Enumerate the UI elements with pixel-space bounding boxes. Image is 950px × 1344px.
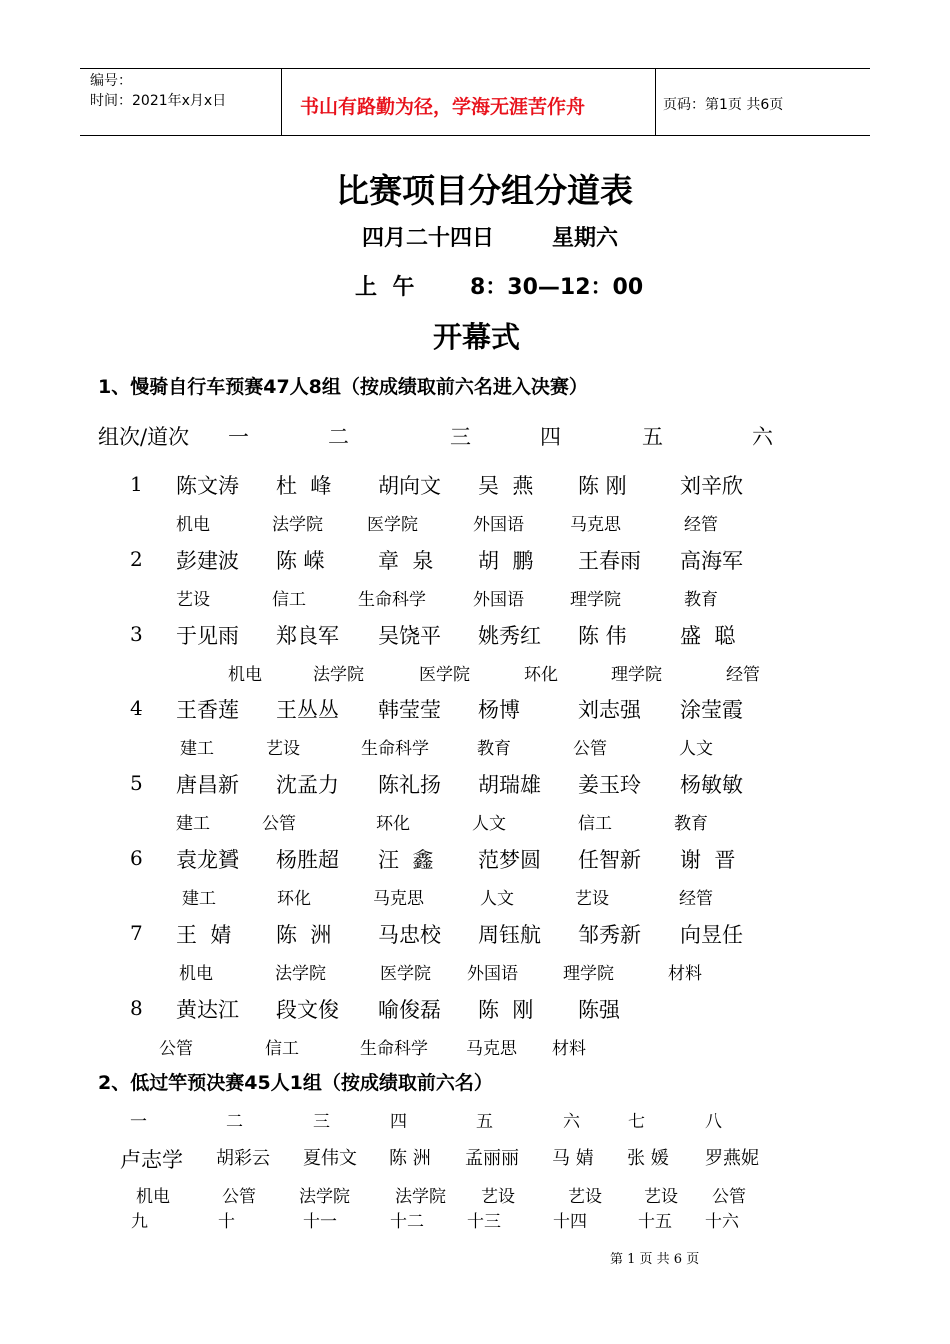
athlete-dept: 艺设	[266, 739, 300, 760]
lane-header: 六	[752, 425, 773, 449]
athlete-name: 陈礼扬	[378, 773, 441, 798]
athlete-dept: 教育	[684, 589, 718, 610]
athlete-name: 黄达江	[176, 997, 239, 1022]
athlete-name: 范梦圆	[478, 848, 541, 872]
athlete-name: 周钰航	[478, 922, 541, 947]
athlete-dept: 公管	[573, 739, 607, 760]
athlete-name: 王春雨	[578, 548, 641, 573]
lane-header: 一	[228, 425, 249, 449]
athlete-dept: 生命科学	[358, 589, 426, 610]
athlete-dept: 法学院	[299, 1187, 350, 1207]
athlete-dept: 材料	[668, 963, 702, 984]
athlete-name: 张 媛	[627, 1148, 669, 1169]
athlete-name: 杜 峰	[276, 474, 332, 498]
position-number: 十五	[638, 1212, 672, 1232]
athlete-name: 喻俊磊	[378, 997, 441, 1022]
athlete-name: 谢 晋	[680, 848, 736, 872]
athlete-name: 杨敏敏	[680, 773, 743, 798]
athlete-dept: 艺设	[644, 1187, 678, 1207]
athlete-name: 邹秀新	[578, 922, 641, 947]
page-title: 比赛项目分组分道表	[336, 171, 633, 210]
position-number: 八	[705, 1112, 722, 1132]
athlete-name: 胡 鹏	[478, 548, 534, 573]
session-label: 上 午	[355, 275, 415, 300]
position-number: 十	[218, 1212, 235, 1232]
athlete-name: 陈 刚	[578, 474, 627, 498]
athlete-name: 郑良军	[276, 623, 339, 648]
athlete-dept: 公管	[712, 1187, 746, 1207]
athlete-dept: 环化	[277, 889, 311, 909]
header-divider-left	[281, 68, 282, 136]
athlete-name: 罗燕妮	[705, 1148, 759, 1169]
athlete-name: 韩莹莹	[378, 698, 441, 723]
athlete-name: 胡向文	[378, 474, 441, 498]
page-info: 页码：第1页 共6页	[663, 97, 784, 113]
position-number: 七	[628, 1112, 645, 1132]
athlete-name: 刘志强	[578, 698, 641, 723]
lane-header: 五	[642, 425, 663, 449]
athlete-name: 陈 嵘	[276, 548, 325, 573]
athlete-name: 孟丽丽	[465, 1148, 519, 1169]
position-number: 六	[563, 1112, 580, 1132]
athlete-name: 胡彩云	[216, 1148, 270, 1169]
athlete-name: 陈 刚	[478, 997, 534, 1022]
athlete-dept: 人文	[679, 739, 713, 760]
athlete-dept: 公管	[262, 814, 296, 835]
athlete-dept: 艺设	[575, 889, 609, 909]
athlete-name: 姚秀红	[478, 623, 541, 648]
position-number: 十一	[303, 1212, 337, 1232]
athlete-name: 陈文涛	[176, 474, 239, 498]
athlete-name: 陈 洲	[389, 1148, 431, 1169]
athlete-name: 于见雨	[176, 623, 239, 648]
athlete-dept: 法学院	[275, 963, 326, 984]
athlete-dept: 马克思	[373, 889, 424, 909]
athlete-dept: 机电	[228, 664, 262, 685]
athlete-name: 吴 燕	[478, 474, 534, 498]
position-number: 十三	[467, 1212, 501, 1232]
athlete-dept: 环化	[376, 814, 410, 835]
athlete-dept: 人文	[472, 814, 506, 835]
athlete-dept: 机电	[136, 1187, 170, 1207]
group-number: 6	[130, 846, 143, 870]
header-top-border	[80, 68, 870, 69]
group-number: 2	[130, 546, 143, 571]
athlete-dept: 建工	[182, 889, 216, 909]
position-number: 四	[390, 1112, 407, 1132]
athlete-dept: 医学院	[419, 664, 470, 685]
athlete-dept: 信工	[265, 1038, 299, 1059]
athlete-name: 章 泉	[378, 548, 434, 573]
athlete-name: 王 婧	[176, 922, 232, 947]
athlete-dept: 经管	[679, 889, 713, 909]
athlete-dept: 外国语	[467, 963, 518, 984]
athlete-dept: 外国语	[473, 515, 524, 535]
position-number: 十四	[553, 1212, 587, 1232]
athlete-name: 段文俊	[276, 997, 339, 1022]
athlete-dept: 医学院	[380, 963, 431, 984]
group-number: 4	[130, 696, 143, 721]
col-header-label: 组次/道次	[98, 425, 190, 449]
event2-heading: 2、低过竿预决赛45人1组（按成绩取前六名）	[98, 1072, 493, 1094]
motto: 书山有路勤为径，学海无涯苦作舟	[300, 96, 586, 118]
time-label: 时间：2021年x月x日	[90, 93, 227, 109]
athlete-dept: 艺设	[568, 1187, 602, 1207]
lane-header: 三	[450, 425, 471, 449]
ceremony-heading: 开幕式	[433, 320, 521, 354]
athlete-name: 姜玉玲	[578, 773, 641, 798]
group-number: 3	[130, 621, 143, 646]
athlete-dept: 法学院	[272, 515, 323, 535]
athlete-name: 陈强	[578, 997, 620, 1022]
athlete-name: 胡瑞雄	[478, 773, 541, 798]
group-number: 7	[130, 920, 143, 945]
athlete-dept: 艺设	[481, 1187, 515, 1207]
athlete-name: 王丛丛	[276, 698, 339, 723]
athlete-dept: 理学院	[611, 664, 662, 685]
athlete-dept: 生命科学	[360, 1038, 428, 1059]
athlete-name: 杨胜超	[276, 848, 339, 872]
athlete-dept: 法学院	[313, 664, 364, 685]
lane-header: 二	[328, 425, 349, 449]
athlete-name: 马 婧	[552, 1148, 594, 1169]
athlete-name: 刘辛欣	[680, 474, 743, 498]
athlete-dept: 建工	[176, 814, 210, 835]
athlete-dept: 马克思	[466, 1038, 517, 1059]
athlete-dept: 经管	[684, 515, 718, 535]
athlete-name: 高海军	[680, 548, 743, 573]
athlete-dept: 材料	[552, 1038, 586, 1059]
athlete-dept: 机电	[176, 515, 210, 535]
position-number: 一	[130, 1112, 147, 1132]
group-number: 5	[130, 771, 143, 796]
weekday: 星期六	[552, 226, 619, 251]
date-line: 四月二十四日	[362, 226, 495, 251]
athlete-name: 卢志学	[120, 1148, 183, 1172]
athlete-name: 吴饶平	[378, 623, 441, 648]
athlete-dept: 信工	[578, 814, 612, 835]
position-number: 二	[226, 1112, 243, 1132]
athlete-dept: 人文	[480, 889, 514, 909]
athlete-name: 涂莹霞	[680, 698, 743, 723]
athlete-dept: 信工	[272, 589, 306, 610]
page-footer: 第 1 页 共 6 页	[610, 1252, 700, 1267]
athlete-name: 马忠校	[378, 922, 441, 947]
athlete-name: 陈 洲	[276, 922, 332, 947]
athlete-dept: 机电	[179, 963, 213, 984]
athlete-dept: 建工	[180, 739, 214, 760]
athlete-name: 陈 伟	[578, 623, 627, 648]
athlete-dept: 法学院	[395, 1187, 446, 1207]
athlete-name: 向昱任	[680, 922, 743, 947]
athlete-name: 夏伟文	[303, 1148, 357, 1169]
position-number: 三	[313, 1112, 330, 1132]
group-number: 8	[130, 995, 143, 1020]
athlete-dept: 公管	[222, 1187, 256, 1207]
position-number: 九	[131, 1212, 148, 1232]
athlete-dept: 教育	[477, 739, 511, 760]
athlete-name: 汪 鑫	[378, 848, 434, 872]
group-number: 1	[130, 472, 143, 496]
athlete-name: 杨博	[478, 698, 520, 723]
lane-header: 四	[540, 425, 561, 449]
athlete-dept: 理学院	[570, 589, 621, 610]
position-number: 十二	[390, 1212, 424, 1232]
serial-label: 编号：	[90, 73, 132, 89]
event1-heading: 1、慢骑自行车预赛47人8组（按成绩取前六名进入决赛）	[98, 376, 588, 398]
athlete-dept: 教育	[674, 814, 708, 835]
athlete-dept: 外国语	[473, 589, 524, 610]
athlete-name: 任智新	[578, 848, 641, 872]
session-time: 8：30—12：00	[470, 275, 644, 300]
athlete-dept: 环化	[524, 664, 558, 685]
athlete-name: 盛 聪	[680, 623, 736, 648]
athlete-name: 袁龙贇	[176, 848, 239, 872]
athlete-dept: 经管	[726, 664, 760, 685]
position-number: 五	[476, 1112, 493, 1132]
athlete-dept: 马克思	[570, 515, 621, 535]
athlete-dept: 艺设	[176, 589, 210, 610]
header-divider-right	[655, 68, 656, 136]
header-bottom-border	[80, 135, 870, 136]
athlete-dept: 生命科学	[361, 739, 429, 760]
athlete-dept: 公管	[159, 1038, 193, 1059]
athlete-name: 王香莲	[176, 698, 239, 723]
athlete-name: 沈孟力	[276, 773, 339, 798]
athlete-dept: 医学院	[367, 515, 418, 535]
position-number: 十六	[705, 1212, 739, 1232]
athlete-name: 彭建波	[176, 548, 239, 573]
athlete-dept: 理学院	[563, 963, 614, 984]
athlete-name: 唐昌新	[176, 773, 239, 798]
